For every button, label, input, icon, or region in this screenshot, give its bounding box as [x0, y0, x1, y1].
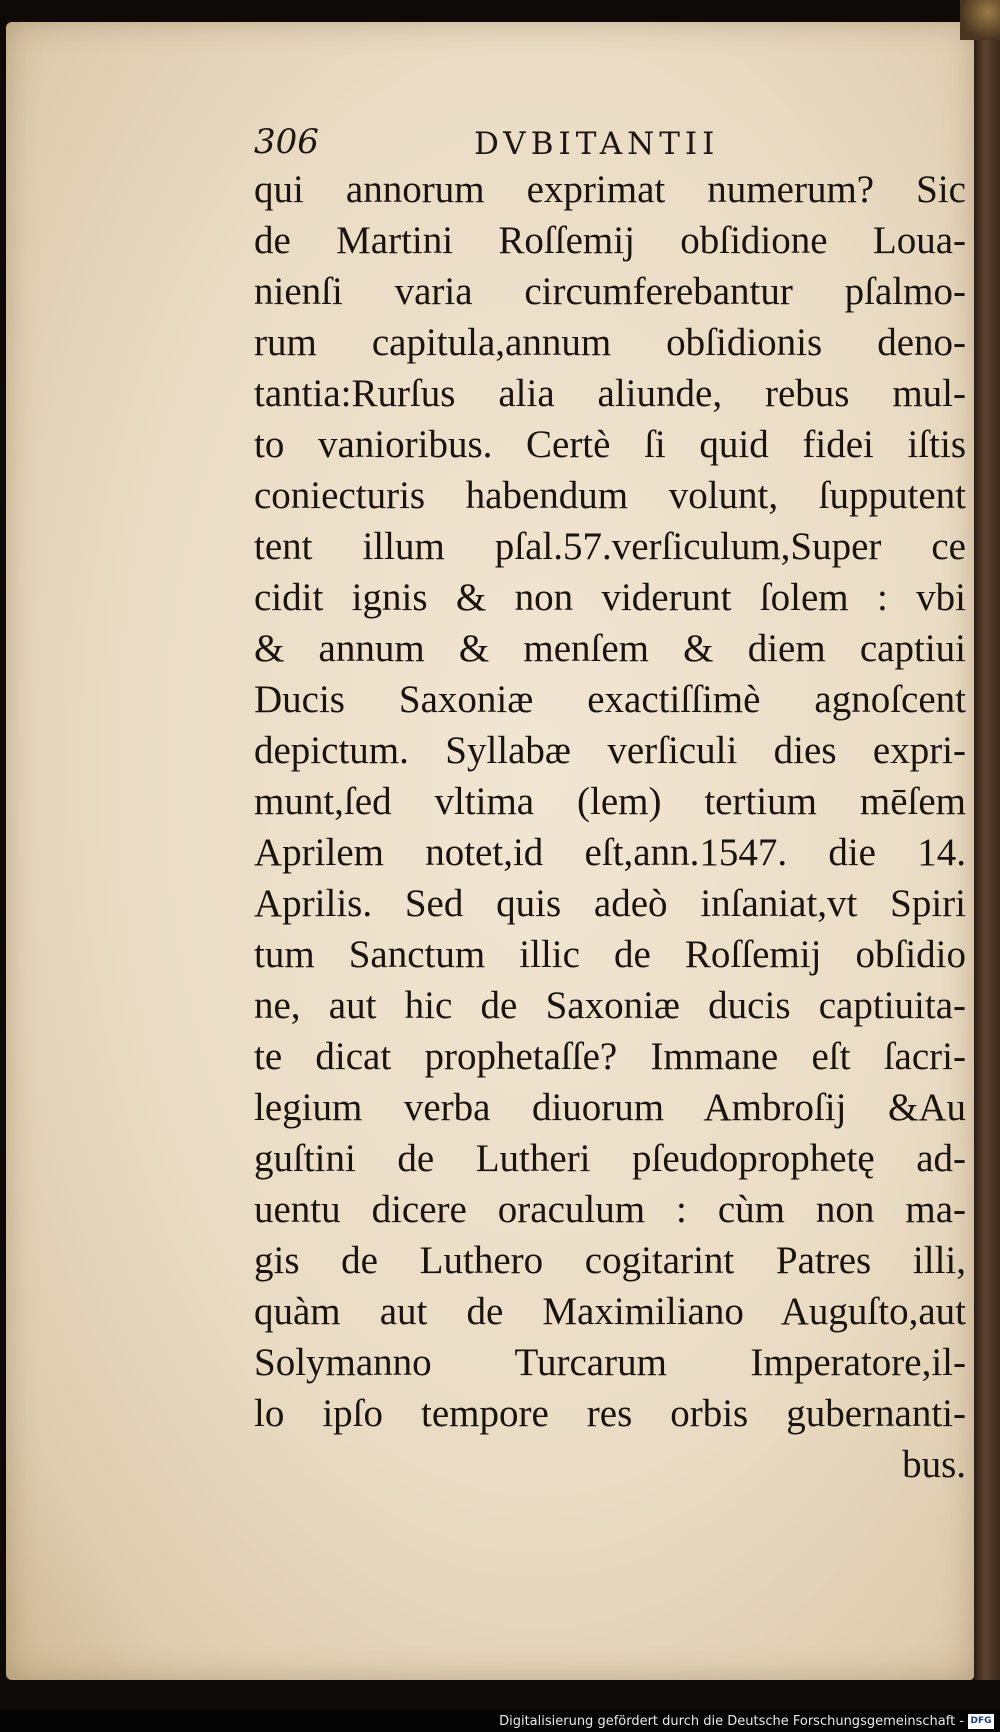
- text-line: tent illum pſal.57.verſiculum,Super ce: [254, 525, 966, 568]
- text-line: gis de Luthero cogitarint Patres illi,: [254, 1239, 966, 1282]
- text-line: de Martini Roſſemij obſidione Loua-: [254, 219, 966, 262]
- text-line: & annum & menſem & diem captiui: [254, 627, 966, 670]
- text-line: tantia:Rurſus alia aliunde, rebus mul-: [254, 372, 966, 415]
- text-line: Solymanno Turcarum Imperatore,il-: [254, 1341, 966, 1384]
- text-line: ne, aut hic de Saxoniæ ducis captiuita-: [254, 984, 966, 1027]
- text-line: quàm aut de Maximiliano Auguſto,aut: [254, 1290, 966, 1333]
- text-line: Ducis Saxoniæ exactiſſimè agnoſcent: [254, 678, 966, 721]
- text-line: cidit ignis & non viderunt ſolem : vbi: [254, 576, 966, 619]
- book-corner: [960, 0, 1000, 40]
- text-line: uentu dicere oraculum : cùm non ma-: [254, 1188, 966, 1231]
- text-line: munt,ſed vltima (lem) tertium mēſem: [254, 780, 966, 823]
- book-edge: [974, 0, 1000, 1680]
- text-line: guſtini de Lutheri pſeudoprophetę ad-: [254, 1137, 966, 1180]
- text-line: nienſi varia circumferebantur pſalmo-: [254, 270, 966, 313]
- page-number: 306: [254, 122, 319, 162]
- dfg-logo-icon: DFG: [968, 1714, 994, 1729]
- text-line: to vanioribus. Certè ſi quid fidei iſtis: [254, 423, 966, 466]
- text-line: rum capitula,annum obſidionis deno-: [254, 321, 966, 364]
- page-header: [254, 122, 974, 170]
- body-text: [254, 164, 966, 1490]
- text-line: coniecturis habendum volunt, ſupputent: [254, 474, 966, 517]
- text-line: depictum. Syllabæ verſiculi dies expri-: [254, 729, 966, 772]
- text-line: te dicat prophetaſſe? Immane eſt ſacri-: [254, 1035, 966, 1078]
- text-line: qui annorum exprimat numerum? Sic: [254, 168, 966, 211]
- digitization-credit: Digitalisierung gefördert durch die Deutsche Forschungsgemeinschaft -: [499, 1714, 964, 1729]
- text-line: bus.: [902, 1443, 966, 1486]
- text-line: Aprilem notet,id eſt,ann.1547. die 14.: [254, 831, 966, 874]
- text-line: lo ipſo tempore res orbis gubernanti-: [254, 1392, 966, 1435]
- footer-bar: [0, 1710, 1000, 1732]
- text-line: Aprilis. Sed quis adeò inſaniat,vt Spiri: [254, 882, 966, 925]
- text-line: legium verba diuorum Ambroſij &Au: [254, 1086, 966, 1129]
- running-head: DVBITANTII: [474, 126, 720, 162]
- text-line: tum Sanctum illic de Roſſemij obſidio: [254, 933, 966, 976]
